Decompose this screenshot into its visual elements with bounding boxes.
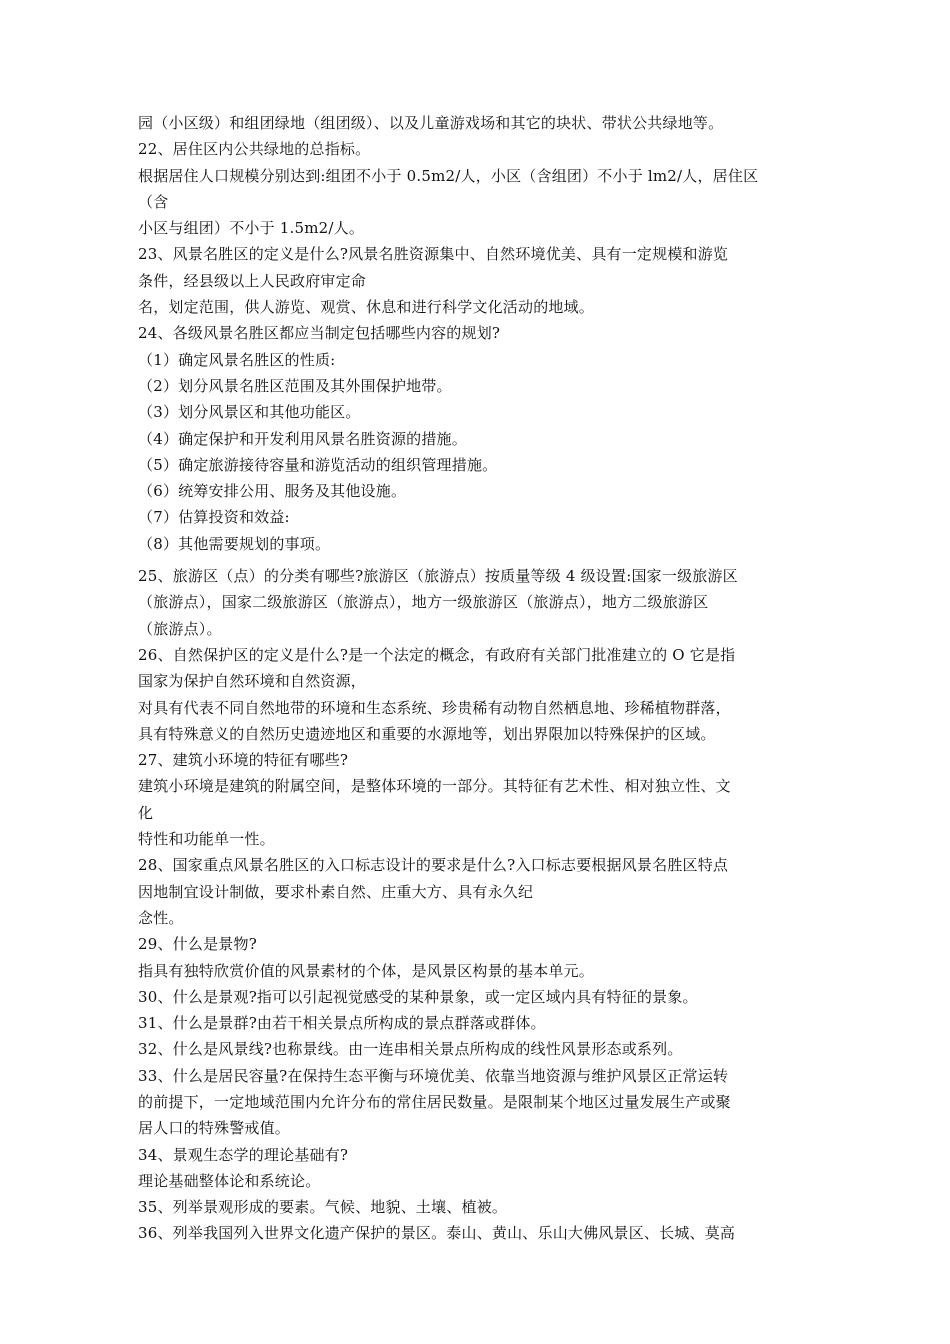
- text-line: 小区与组团）不小于 1.5m2/人。: [138, 219, 365, 238]
- text-line: 具有特殊意义的自然历史遗迹地区和重要的水源地等，划出界限加以特殊保护的区域。: [138, 724, 716, 743]
- question-34: 34、景观生态学的理论基础有?: [138, 1145, 349, 1164]
- list-item: （8）其他需要规划的事项。: [138, 534, 331, 553]
- text-line: 根据居住人口规模分别达到:组团不小于 0.5m2/人，小区（含组团）不小于 lm2/人，居住区: [138, 166, 759, 185]
- text-line: 的前提下，一定地域范围内允许分布的常住居民数量。是限制某个地区过量发展生产或聚: [138, 1092, 731, 1111]
- question-27: 27、建筑小环境的特征有哪些?: [138, 751, 349, 770]
- list-item: （3）划分风景区和其他功能区。: [138, 403, 361, 422]
- text-line: 化: [138, 803, 154, 822]
- question-22: 22、居住区内公共绿地的总指标。: [138, 140, 371, 159]
- question-23: 23、风景名胜区的定义是什么?风景名胜资源集中、自然环境优美、具有一定规模和游览: [138, 245, 729, 264]
- text-line: 国家为保护自然环境和自然资源，: [138, 672, 367, 691]
- question-32: 32、什么是风景线?也称景线。由一连串相关景点所构成的线性风景形态或系列。: [138, 1040, 683, 1059]
- list-item: （5）确定旅游接待容量和游览活动的组织管理措施。: [138, 455, 498, 474]
- list-item: （6）统筹安排公用、服务及其他设施。: [138, 482, 407, 501]
- document-body: [138, 110, 810, 1247]
- question-36: 36、列举我国列入世界文化遗产保护的景区。泰山、黄山、乐山大佛风景区、长城、莫高: [138, 1224, 736, 1243]
- question-24: 24、各级风景名胜区都应当制定包括哪些内容的规划?: [138, 324, 501, 343]
- question-25: 25、旅游区（点）的分类有哪些?旅游区（旅游点）按质量等级 4 级设置:国家一级旅游区: [138, 567, 738, 586]
- text-line: （旅游点）。: [138, 619, 222, 638]
- text-line: 理论基础整体论和系统论。: [138, 1171, 321, 1190]
- text-line: 对具有代表不同自然地带的环境和生态系统、珍贵稀有动物自然栖息地、珍稀植物群落，: [138, 698, 731, 717]
- list-item: （4）确定保护和开发利用风景名胜资源的措施。: [138, 429, 467, 448]
- text-line: 条件，经县级以上人民政府审定命: [138, 271, 367, 290]
- question-28: 28、国家重点风景名胜区的入口标志设计的要求是什么?入口标志要根据风景名胜区特点: [138, 856, 729, 875]
- text-line: （含: [138, 192, 169, 211]
- text-line: 建筑小环境是建筑的附属空间，是整体环境的一部分。其特征有艺术性、相对独立性、文: [138, 777, 731, 796]
- text-line: （旅游点），国家二级旅游区（旅游点），地方一级旅游区（旅游点），地方二级旅游区: [138, 593, 709, 612]
- text-line: 名，划定范围，供人游览、观赏、休息和进行科学文化活动的地域。: [138, 298, 595, 317]
- question-31: 31、什么是景群?由若干相关景点所构成的景点群落或群体。: [138, 1014, 546, 1033]
- question-29: 29、什么是景物?: [138, 935, 257, 954]
- text-line: 指具有独特欣赏价值的风景素材的个体，是风景区构景的基本单元。: [138, 961, 595, 980]
- question-26: 26、自然保护区的定义是什么?是一个法定的概念，有政府有关部门批准建立的 O 它是指: [138, 645, 736, 664]
- list-item: （1）确定风景名胜区的性质:: [138, 350, 336, 369]
- question-33: 33、什么是居民容量?在保持生态平衡与环境优美、依靠当地资源与维护风景区正常运转: [138, 1066, 729, 1085]
- list-item: （2）划分风景名胜区范围及其外围保护地带。: [138, 376, 452, 395]
- question-35: 35、列举景观形成的要素。气候、地貌、土壤、植被。: [138, 1198, 508, 1217]
- text-line: 居人口的特殊警戒值。: [138, 1119, 291, 1138]
- text-line: 园（小区级）和组团绿地（组团级）、以及儿童游戏场和其它的块状、带状公共绿地等。: [138, 114, 724, 132]
- text-line: 特性和功能单一性。: [138, 830, 275, 849]
- list-item: （7）估算投资和效益:: [138, 508, 290, 527]
- text-line: 念性。: [138, 908, 184, 927]
- text-line: 因地制宜设计制做，要求朴素自然、庄重大方、具有永久纪: [138, 882, 534, 901]
- question-30: 30、什么是景观?指可以引起视觉感受的某种景象，或一定区域内具有特征的景象。: [138, 987, 698, 1006]
